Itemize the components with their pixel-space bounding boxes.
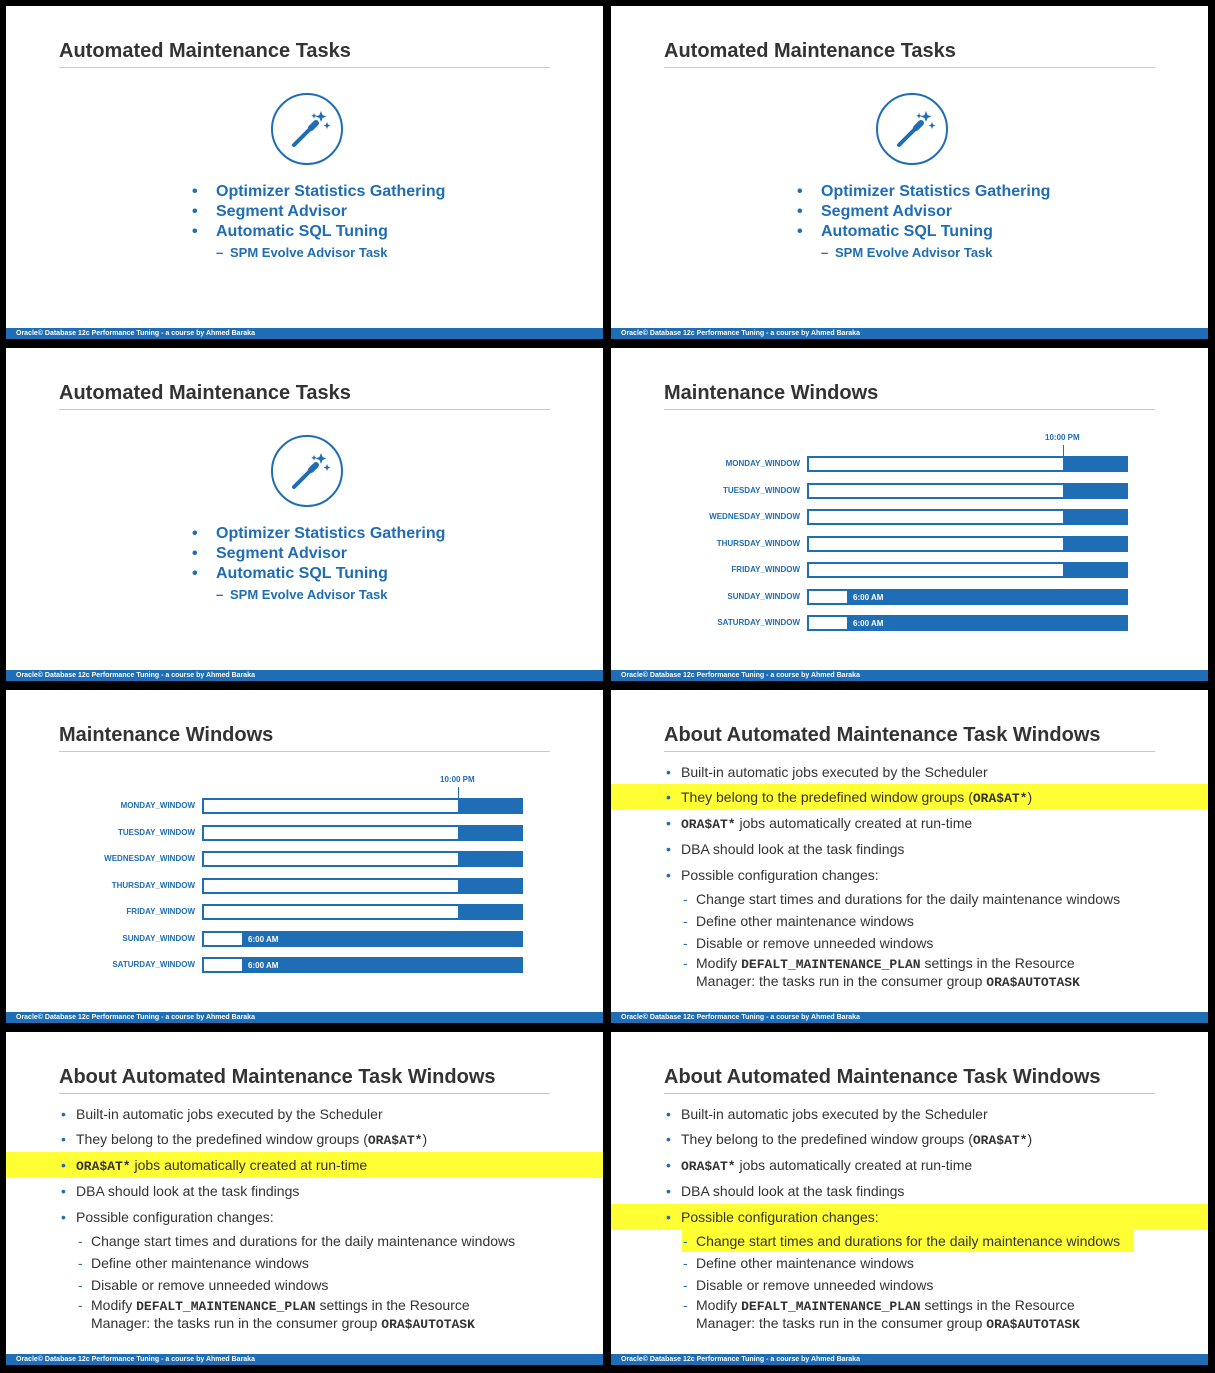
task-list <box>797 182 1050 264</box>
sub-task-label: SPM Evolve Advisor Task <box>230 245 388 260</box>
item-text: Built-in automatic jobs executed by the Scheduler <box>681 764 988 780</box>
code-text: DEFALT_MAINTENANCE_PLAN <box>741 1299 921 1314</box>
window-active-period <box>1063 485 1126 497</box>
list-item: • Built-in automatic jobs executed by the Scheduler <box>666 764 988 780</box>
code-text: ORA$AUTOTASK <box>381 1317 475 1332</box>
magic-wand-icon <box>271 93 343 165</box>
slide-title: Maintenance Windows <box>59 724 274 746</box>
item-text: They belong to the predefined window groups ( <box>76 1131 368 1147</box>
window-label: THURSDAY_WINDOW <box>716 538 800 548</box>
window-row <box>112 957 523 973</box>
window-label: FRIDAY_WINDOW <box>731 565 800 574</box>
slide-tasks-2 <box>611 6 1208 339</box>
window-active-period <box>458 880 521 892</box>
magic-wand-icon <box>271 435 343 507</box>
item-text: Define other maintenance windows <box>696 1255 914 1271</box>
task-label: Segment Advisor <box>821 203 952 220</box>
window-bar <box>202 878 523 894</box>
window-active-period <box>1063 458 1126 470</box>
list-item: • Possible configuration changes: <box>61 1209 274 1225</box>
sub-list-item: - Disable or remove unneeded windows <box>683 1277 934 1293</box>
sub-list-item: - Define other maintenance windows <box>683 1255 914 1271</box>
item-text: Modify <box>696 955 742 971</box>
slide-tasks-1 <box>6 6 603 339</box>
item-text: Possible configuration changes: <box>76 1209 274 1225</box>
sub-list-item-continued <box>611 972 1208 990</box>
about-list <box>611 1102 1208 1332</box>
window-row <box>725 456 1128 472</box>
list-item: • Built-in automatic jobs executed by the Scheduler <box>666 1106 988 1122</box>
code-text: ORA$AT* <box>972 791 1028 806</box>
item-text: Disable or remove unneeded windows <box>91 1277 329 1293</box>
sub-list-item-continued <box>6 1314 603 1332</box>
slide-title: About Automated Maintenance Task Windows <box>664 1066 1101 1088</box>
slide-title: Maintenance Windows <box>664 382 879 404</box>
item-text: Change start times and durations for the daily maintenance windows <box>682 1230 1134 1252</box>
item-text: settings in the Resource <box>315 1297 470 1313</box>
window-row <box>709 509 1128 525</box>
item-text: Manager: the tasks run in the consumer group <box>91 1315 382 1331</box>
item-text: DBA should look at the task findings <box>681 841 905 857</box>
list-item: • Built-in automatic jobs executed by the Scheduler <box>61 1106 383 1122</box>
window-label: SUNDAY_WINDOW <box>727 591 800 601</box>
sub-list-item: - Disable or remove unneeded windows <box>78 1277 329 1293</box>
sub-list-item: - Define other maintenance windows <box>683 913 914 929</box>
item-text: DBA should look at the task findings <box>76 1183 300 1199</box>
item-text: Define other maintenance windows <box>696 913 914 929</box>
slide-title: About Automated Maintenance Task Windows <box>59 1066 496 1088</box>
slide-title: About Automated Maintenance Task Windows <box>664 724 1101 746</box>
sub-list-item: - Change start times and durations for the daily maintenance windows <box>683 891 1121 907</box>
item-text: Manager: the tasks run in the consumer group <box>696 1315 987 1331</box>
slide-about-2 <box>6 1032 603 1365</box>
window-bar <box>202 904 523 920</box>
slide-title: Automated Maintenance Tasks <box>664 40 956 62</box>
item-text: jobs automatically created at run-time <box>735 815 973 831</box>
window-start-label: 6:00 AM <box>853 592 884 602</box>
window-active-period <box>1063 564 1126 576</box>
window-bar <box>202 825 523 841</box>
window-bar <box>807 456 1128 472</box>
window-bar <box>202 851 523 867</box>
window-row <box>120 798 523 814</box>
window-row <box>111 878 523 894</box>
code-text: DEFALT_MAINTENANCE_PLAN <box>136 1299 316 1314</box>
slide-title: Automated Maintenance Tasks <box>59 40 351 62</box>
window-row <box>104 851 523 867</box>
window-active-period <box>242 933 521 945</box>
code-text: DEFALT_MAINTENANCE_PLAN <box>741 957 921 972</box>
window-row <box>122 931 523 947</box>
list-item: • DBA should look at the task findings <box>61 1183 300 1199</box>
title-divider <box>664 409 1155 410</box>
item-text: jobs automatically created at run-time <box>130 1157 368 1173</box>
title-divider <box>59 1093 550 1094</box>
item-text: Possible configuration changes: <box>681 1209 879 1225</box>
item-text: Change start times and durations for the daily maintenance windows <box>91 1233 516 1249</box>
window-active-period <box>847 617 1126 629</box>
item-text: Modify <box>91 1297 137 1313</box>
task-label: Automatic SQL Tuning <box>216 223 388 240</box>
title-divider <box>664 1093 1155 1094</box>
item-text: Possible configuration changes: <box>681 867 879 883</box>
code-text: ORA$AT* <box>681 1159 736 1174</box>
window-row <box>117 825 523 841</box>
list-item: • Optimizer Statistics Gathering <box>192 183 446 200</box>
window-row <box>727 589 1128 605</box>
window-label: TUESDAY_WINDOW <box>722 485 800 495</box>
window-active-period <box>458 800 521 812</box>
time-marker-line <box>1063 445 1064 458</box>
item-text: Modify <box>696 1297 742 1313</box>
list-item: • DBA should look at the task findings <box>666 841 905 857</box>
list-item-highlighted: • Possible configuration changes: <box>611 1204 1208 1230</box>
slide-footer: Oracle© Database 12c Performance Tuning - a course by Ahmed Baraka <box>6 670 603 681</box>
window-row <box>717 615 1128 631</box>
slide-windows-1 <box>611 348 1208 681</box>
title-divider <box>664 751 1155 752</box>
list-item: • Automatic SQL Tuning <box>192 565 388 582</box>
window-label: SATURDAY_WINDOW <box>717 618 800 627</box>
list-item: • Optimizer Statistics Gathering <box>797 183 1051 200</box>
item-text: jobs automatically created at run-time <box>735 1157 973 1173</box>
sub-task-label: SPM Evolve Advisor Task <box>230 587 388 602</box>
task-label: Automatic SQL Tuning <box>821 223 993 240</box>
task-label: Segment Advisor <box>216 203 347 220</box>
window-start-label: 6:00 AM <box>248 934 279 944</box>
item-text: They belong to the predefined window groups ( <box>681 1131 973 1147</box>
slide-windows-2 <box>6 690 603 1023</box>
list-item-highlighted: • They belong to the predefined window groups (ORA$AT*) <box>611 784 1208 810</box>
slide-footer: Oracle© Database 12c Performance Tuning - a course by Ahmed Baraka <box>6 328 603 339</box>
window-label: WEDNESDAY_WINDOW <box>104 854 195 863</box>
list-item: • They belong to the predefined window groups (ORA$AT*) <box>666 1131 1033 1148</box>
window-bar <box>202 931 523 947</box>
slide-footer: Oracle© Database 12c Performance Tuning - a course by Ahmed Baraka <box>611 1354 1208 1365</box>
item-text: ) <box>1027 789 1033 805</box>
window-active-period <box>847 591 1126 603</box>
item-text: Disable or remove unneeded windows <box>696 935 934 951</box>
code-text: ORA$AT* <box>681 817 736 832</box>
slide-footer: Oracle© Database 12c Performance Tuning - a course by Ahmed Baraka <box>611 1012 1208 1023</box>
task-list <box>192 182 445 264</box>
item-text: They belong to the predefined window groups ( <box>681 789 973 805</box>
window-bar <box>202 798 523 814</box>
window-label: MONDAY_WINDOW <box>120 801 195 810</box>
slide-footer: Oracle© Database 12c Performance Tuning - a course by Ahmed Baraka <box>611 328 1208 339</box>
window-active-period <box>458 853 521 865</box>
window-active-period <box>1063 538 1126 550</box>
magic-wand-icon <box>876 93 948 165</box>
window-label: FRIDAY_WINDOW <box>126 907 195 916</box>
list-item: • Automatic SQL Tuning <box>192 223 388 240</box>
task-label: Optimizer Statistics Gathering <box>216 525 446 542</box>
window-active-period <box>1063 511 1126 523</box>
window-label: TUESDAY_WINDOW <box>117 827 195 837</box>
list-item: • DBA should look at the task findings <box>666 1183 905 1199</box>
time-marker-line <box>458 787 459 800</box>
sub-task-label: SPM Evolve Advisor Task <box>835 245 993 260</box>
item-text: ) <box>1027 1131 1033 1147</box>
item-text: Built-in automatic jobs executed by the Scheduler <box>681 1106 988 1122</box>
list-item: • Automatic SQL Tuning <box>797 223 993 240</box>
window-row <box>731 562 1128 578</box>
slide-tasks-3 <box>6 348 603 681</box>
window-row <box>126 904 523 920</box>
window-bar <box>807 509 1128 525</box>
list-item: • Segment Advisor <box>192 545 347 562</box>
window-bar <box>807 589 1128 605</box>
sub-list-item: – SPM Evolve Advisor Task <box>216 587 388 602</box>
window-bar <box>807 483 1128 499</box>
code-text: ORA$AUTOTASK <box>986 1317 1080 1332</box>
sub-list-item: - Define other maintenance windows <box>78 1255 309 1271</box>
slide-footer: Oracle© Database 12c Performance Tuning - a course by Ahmed Baraka <box>6 1012 603 1023</box>
item-text: settings in the Resource <box>920 955 1075 971</box>
window-label: WEDNESDAY_WINDOW <box>709 512 800 521</box>
list-item: • Segment Advisor <box>192 203 347 220</box>
time-marker-label: 10:00 PM <box>440 775 475 784</box>
item-text: Define other maintenance windows <box>91 1255 309 1271</box>
sub-list-item: - Modify DEFALT_MAINTENANCE_PLAN settings in the Resource <box>683 1297 1075 1314</box>
window-row <box>722 483 1128 499</box>
slide-title: Automated Maintenance Tasks <box>59 382 351 404</box>
window-start-label: 6:00 AM <box>853 619 884 628</box>
sub-list-item-continued <box>611 1314 1208 1332</box>
list-item: • They belong to the predefined window groups (ORA$AT*) <box>61 1131 428 1148</box>
list-item: • Optimizer Statistics Gathering <box>192 525 446 542</box>
sub-list-item: – SPM Evolve Advisor Task <box>216 245 388 260</box>
sub-list-item: - Modify DEFALT_MAINTENANCE_PLAN settings in the Resource <box>683 955 1075 972</box>
window-bar <box>807 562 1128 578</box>
slide-footer: Oracle© Database 12c Performance Tuning - a course by Ahmed Baraka <box>611 670 1208 681</box>
item-text: ) <box>422 1131 428 1147</box>
task-list <box>192 524 445 606</box>
sub-list-item: – SPM Evolve Advisor Task <box>821 245 993 260</box>
item-text: Change start times and durations for the daily maintenance windows <box>696 891 1121 907</box>
list-item: • ORA$AT* jobs automatically created at run-time <box>666 815 973 832</box>
title-divider <box>59 67 550 68</box>
slide-footer: Oracle© Database 12c Performance Tuning - a course by Ahmed Baraka <box>6 1354 603 1365</box>
time-marker-label: 10:00 PM <box>1045 433 1080 442</box>
window-row <box>716 536 1128 552</box>
window-label: SATURDAY_WINDOW <box>112 960 195 969</box>
window-bar <box>202 957 523 973</box>
about-list <box>611 760 1208 990</box>
item-text: Built-in automatic jobs executed by the Scheduler <box>76 1106 383 1122</box>
code-text: ORA$AT* <box>367 1133 423 1148</box>
item-text: DBA should look at the task findings <box>681 1183 905 1199</box>
title-divider <box>59 751 550 752</box>
item-text: settings in the Resource <box>920 1297 1075 1313</box>
task-label: Automatic SQL Tuning <box>216 565 388 582</box>
list-item: • ORA$AT* jobs automatically created at run-time <box>666 1157 973 1174</box>
window-active-period <box>458 827 521 839</box>
window-label: SUNDAY_WINDOW <box>122 933 195 943</box>
task-label: Optimizer Statistics Gathering <box>216 183 446 200</box>
sub-list-item: - Change start times and durations for the daily maintenance windows <box>78 1233 516 1249</box>
item-text: Disable or remove unneeded windows <box>696 1277 934 1293</box>
item-text: Manager: the tasks run in the consumer group <box>696 973 987 989</box>
code-text: ORA$AT* <box>76 1159 131 1174</box>
window-bar <box>807 536 1128 552</box>
list-item: • Segment Advisor <box>797 203 952 220</box>
task-label: Optimizer Statistics Gathering <box>821 183 1051 200</box>
window-active-period <box>458 906 521 918</box>
window-active-period <box>242 959 521 971</box>
sub-list-item: - Modify DEFALT_MAINTENANCE_PLAN settings in the Resource <box>78 1297 470 1314</box>
slide-about-1 <box>611 690 1208 1023</box>
sub-list-item: - Disable or remove unneeded windows <box>683 935 934 951</box>
slide-about-3 <box>611 1032 1208 1365</box>
window-label: MONDAY_WINDOW <box>725 459 800 468</box>
window-start-label: 6:00 AM <box>248 961 279 970</box>
window-bar <box>807 615 1128 631</box>
code-text: ORA$AUTOTASK <box>986 975 1080 990</box>
task-label: Segment Advisor <box>216 545 347 562</box>
sub-list-item-highlighted: - Change start times and durations for the daily maintenance windows <box>611 1230 1208 1252</box>
window-label: THURSDAY_WINDOW <box>111 880 195 890</box>
about-list <box>6 1102 603 1332</box>
title-divider <box>59 409 550 410</box>
list-item-highlighted: • ORA$AT* jobs automatically created at run-time <box>6 1152 603 1178</box>
list-item: • Possible configuration changes: <box>666 867 879 883</box>
code-text: ORA$AT* <box>972 1133 1028 1148</box>
title-divider <box>664 67 1155 68</box>
